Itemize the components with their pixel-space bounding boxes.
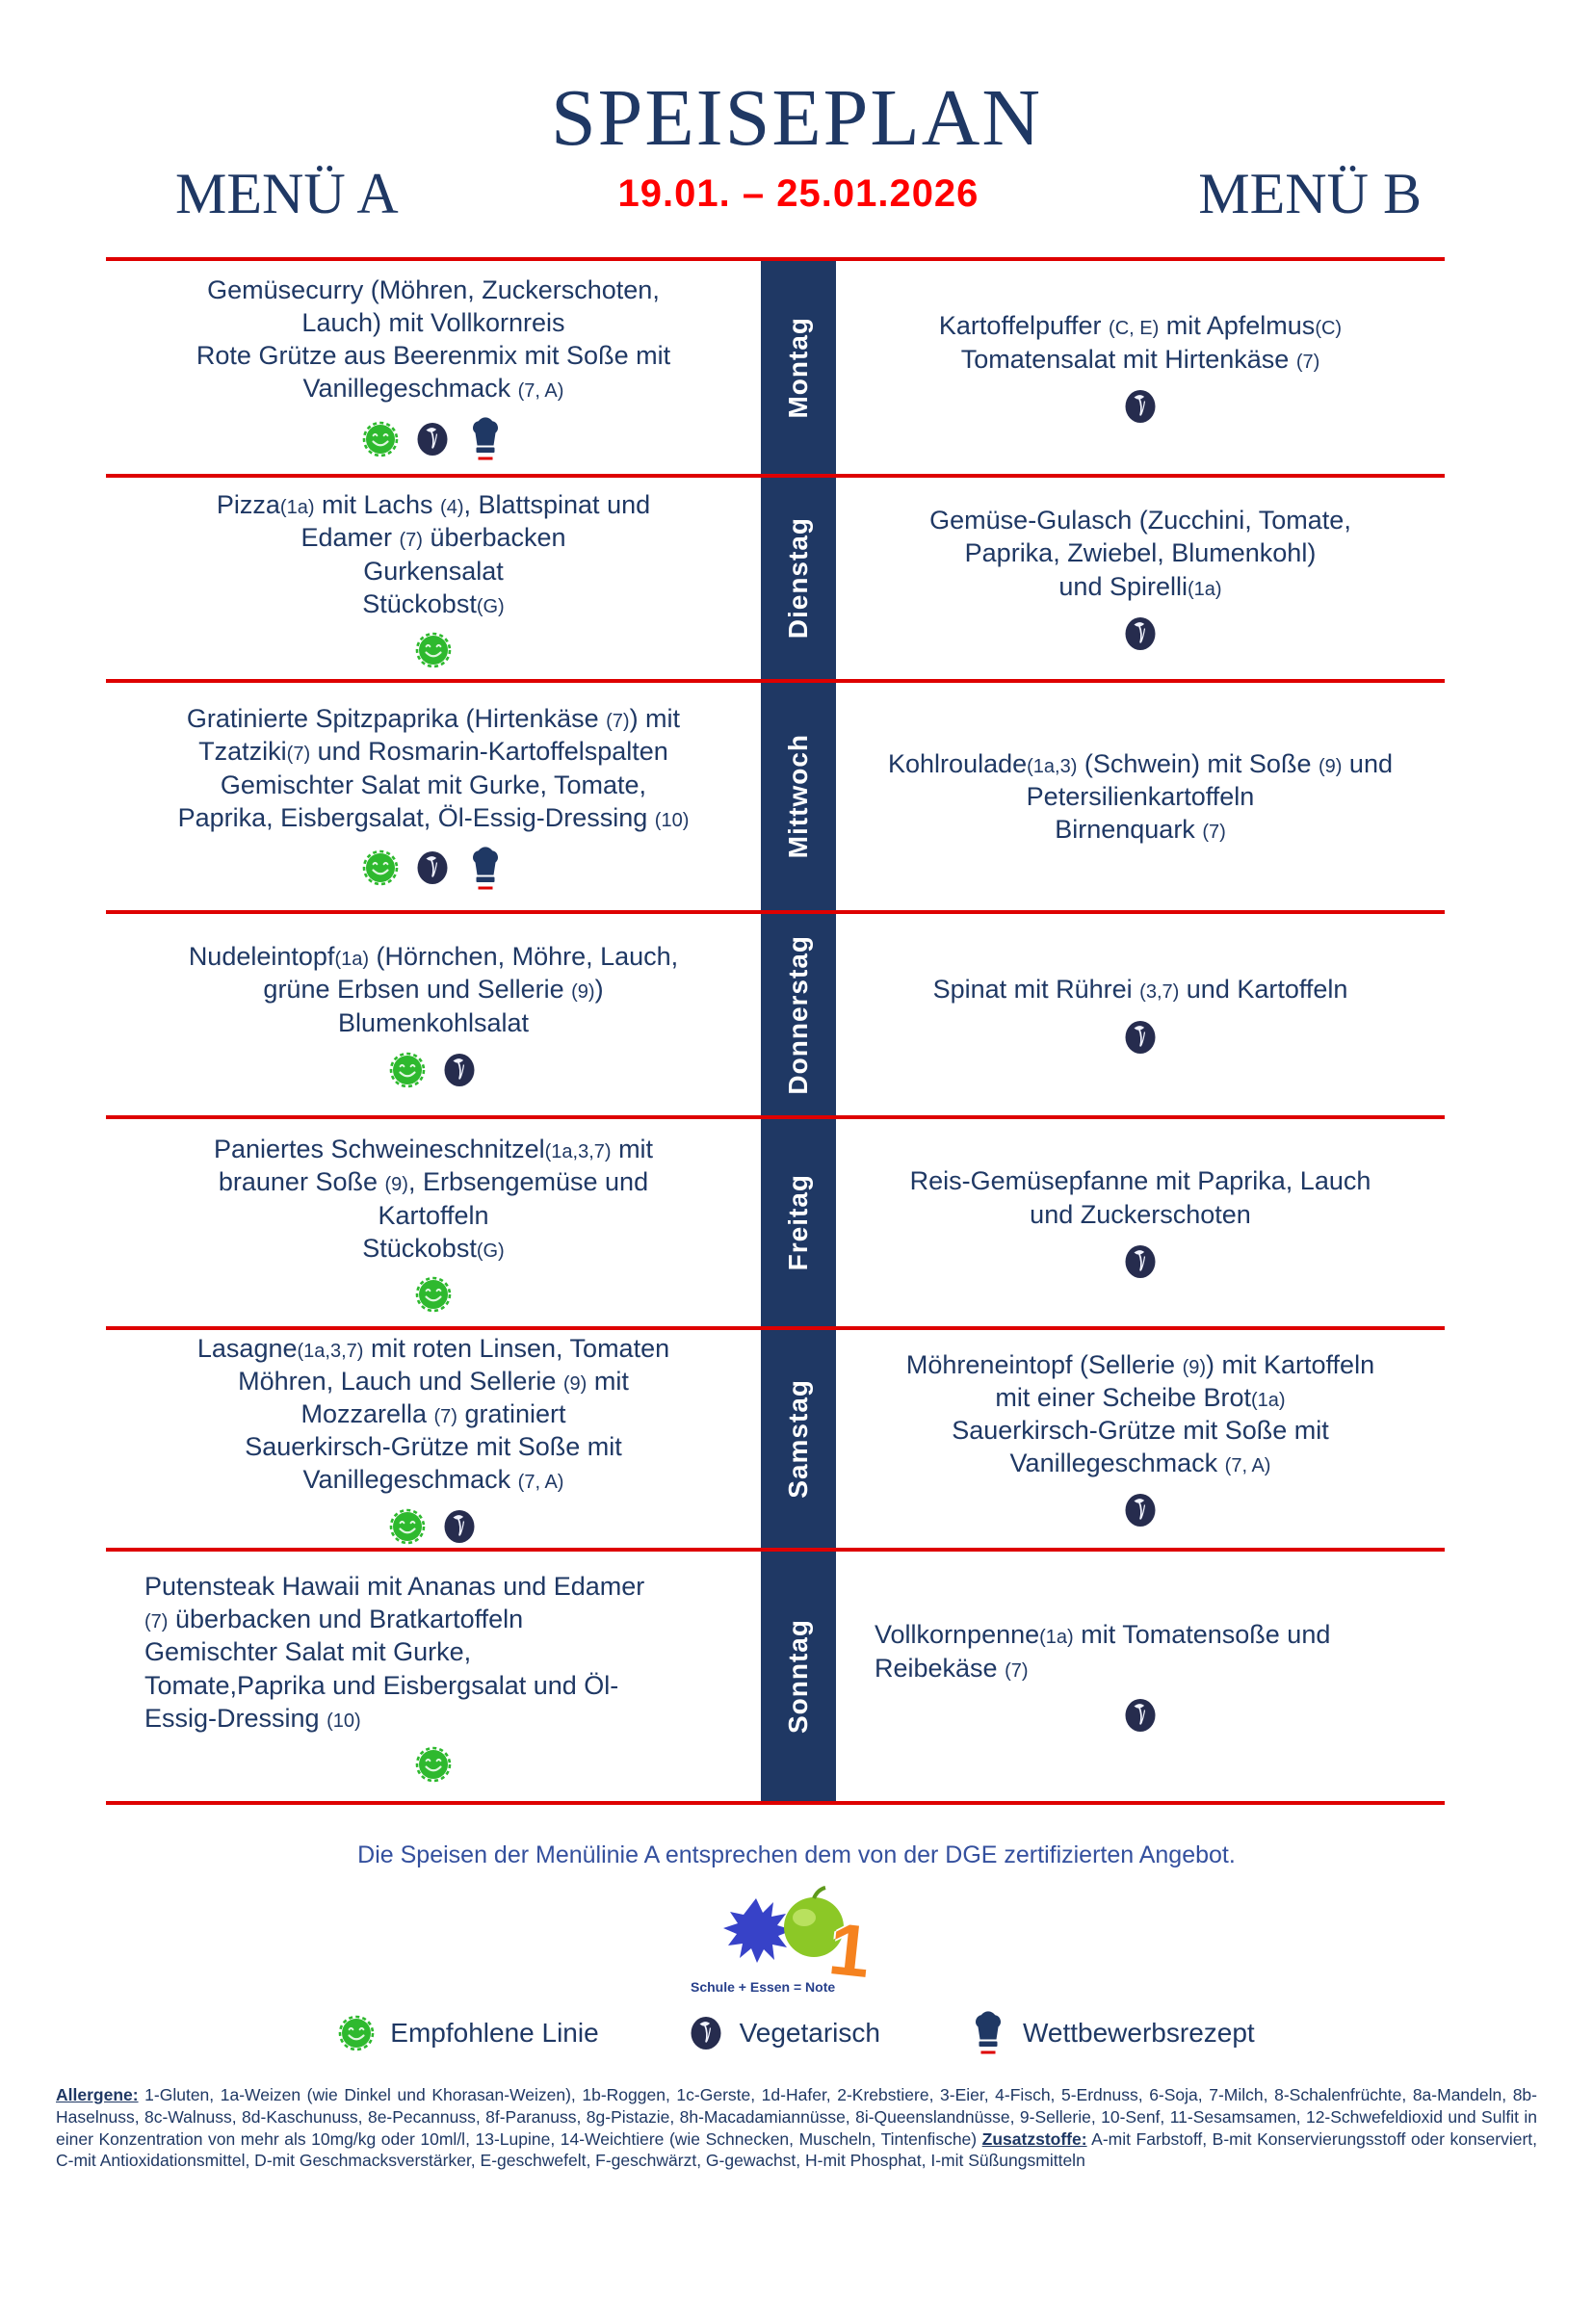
text-segment: Paprika, Eisbergsalat, Öl-Essig-Dressing [177,802,655,832]
menu-b-montag [836,261,1445,474]
text-segment: (9) [1318,755,1343,777]
text-segment: Möhreneintopf (Sellerie [905,1349,1183,1379]
menu-a-samstag-text [197,1332,669,1496]
day-label-dienstag: Dienstag [783,517,813,640]
menu-row-mittwoch [106,679,1445,910]
dish-line [217,521,650,554]
text-segment: (G) [476,595,505,617]
dish-line [197,1430,669,1463]
text-segment: (7) [1295,351,1320,373]
dish-line [910,1164,1371,1197]
dish-line [144,1669,722,1702]
dish-line [144,1702,722,1735]
dish-line [906,1447,1374,1479]
text-segment: Stückobst [362,1233,477,1263]
menu-b-dienstag-text [929,504,1351,602]
text-segment: Gurkensalat [363,556,504,586]
dish-line [189,1006,678,1039]
text-segment: Sauerkirsch-Grütze mit Soße mit [245,1432,622,1462]
text-segment: und Kartoffeln [1179,975,1348,1005]
text-segment: (9) [562,1372,588,1395]
text-segment: und Rosmarin-Kartoffelspalten [310,737,668,767]
menu-row-dienstag [106,474,1445,679]
dish-line [906,1348,1374,1381]
text-segment: Gemüsecurry (Möhren, Zuckerschoten, [207,274,660,304]
day-label-sonntag: Sonntag [783,1619,813,1734]
dish-line [214,1165,653,1198]
dish-line [875,1652,1406,1684]
menu-b-mittwoch-text [888,747,1393,846]
text-segment: Blumenkohlsalat [337,1007,530,1037]
text-segment: (9) [571,981,595,1004]
text-segment: Spinat mit Rührei [932,975,1140,1005]
day-label-montag: Montag [783,316,813,419]
text-segment: gratiniert [457,1399,566,1428]
text-segment: Reibekäse [875,1653,1005,1683]
day-label-samstag: Samstag [783,1379,813,1499]
dish-line [217,488,650,521]
dish-line [217,555,650,588]
menu-a-donnerstag [106,914,761,1115]
text-segment: ) [594,975,604,1005]
dish-line [189,940,678,973]
empfohlene-linie-icon [362,849,399,886]
menu-a-sonntag [106,1552,761,1801]
dish-icons [1122,1242,1159,1281]
menu-row-sonntag [106,1548,1445,1801]
dish-line [933,973,1348,1005]
day-cell-samstag [761,1330,836,1548]
text-segment: (10) [326,1710,361,1732]
day-cell-dienstag [761,478,836,679]
text-segment: mit roten Linsen, Tomaten [363,1333,670,1363]
text-segment: mit einer Scheibe Brot [995,1382,1252,1412]
text-segment: Putensteak Hawaii mit Ananas und Edamer [144,1572,645,1602]
menu-a-samstag [106,1330,761,1548]
speiseplan-page [0,71,1593,2172]
dish-line [196,306,670,339]
menu-a-freitag-text [214,1133,653,1264]
legend-label: Vegetarisch [739,2017,880,2048]
menu-table [106,257,1445,1805]
text-segment: brauner Soße [218,1167,385,1197]
text-segment: (1a) [1039,1627,1074,1649]
text-segment: (1a) [279,497,315,519]
empfohlene-linie-icon [415,632,452,668]
menu-b-freitag-text [910,1164,1371,1230]
dish-icons [362,416,505,461]
text-segment: Kartoffeln [378,1200,489,1230]
text-segment: (7) [433,1406,457,1427]
dish-icons [1122,1018,1159,1057]
menu-row-freitag [106,1115,1445,1326]
apple-stem [814,1888,825,1898]
text-segment: (1a) [334,949,370,971]
legend-item-wettbewerbsrezept [969,2010,1255,2055]
text-segment: ) mit [629,704,681,734]
page-title: SPEISEPLAN [550,73,1043,163]
dish-line [214,1199,653,1232]
menu-b-samstag [836,1330,1445,1548]
menu-b-sonntag-text [875,1618,1406,1684]
dish-line [888,747,1393,780]
text-segment: (1a) [1251,1389,1286,1411]
dish-line [196,274,670,306]
menu-row-montag [106,257,1445,474]
vegetarisch-icon [1122,1696,1159,1735]
text-segment: mit Tomatensoße und [1073,1620,1331,1650]
text-segment: Sauerkirsch-Grütze mit Soße mit [952,1416,1329,1445]
menu-a-dienstag [106,478,761,679]
menu-a-freitag [106,1119,761,1326]
menu-row-samstag [106,1326,1445,1548]
menu-a-montag-text [196,274,670,405]
allergens-label: Allergene: [56,2085,139,2104]
dish-line [178,769,690,801]
dish-line [197,1332,669,1365]
date-range: 19.01. – 25.01.2026 [617,171,979,215]
day-cell-freitag [761,1119,836,1326]
dish-line [197,1463,669,1496]
text-segment: Edamer [300,523,400,553]
text-segment: und [1342,748,1393,778]
menu-a-montag [106,261,761,474]
menu-b-donnerstag-text [933,973,1348,1005]
dish-icons [1122,614,1159,653]
menu-a-sonntag-text [144,1570,722,1734]
dish-line [939,309,1342,342]
menu-a-mittwoch-text [178,702,690,833]
menu-b-dienstag [836,478,1445,679]
text-segment: Paniertes Schweineschnitzel [213,1135,545,1164]
dish-line [197,1365,669,1397]
vegetarisch-icon [1122,1018,1159,1057]
menu-b-freitag [836,1119,1445,1326]
logo-caption: Schule + Essen = Note [691,1979,836,1995]
text-segment: (7, A) [517,380,564,403]
dish-line [929,504,1351,536]
text-segment: (G) [476,1240,505,1262]
text-segment: mit [611,1135,654,1164]
dish-line [939,343,1342,376]
text-segment: (1a,3,7) [544,1141,612,1163]
day-cell-montag [761,261,836,474]
text-segment: Vanillegeschmack [302,374,518,404]
empfohlene-linie-icon [415,1276,452,1313]
dish-line [214,1232,653,1265]
dish-line [906,1414,1374,1447]
wettbewerbsrezept-icon [466,416,505,461]
menu-b-heading: MENÜ B [1198,161,1422,225]
schule-essen-note-logo [681,1877,912,2000]
menu-b-montag-text [939,309,1342,375]
text-segment: Lauch) mit Vollkornreis [301,307,565,337]
vegetarisch-icon [414,849,451,887]
text-segment: (7) [399,530,423,552]
legend-label: Empfohlene Linie [390,2017,599,2048]
text-segment: (9) [1182,1356,1207,1378]
text-segment: Tzatziki [198,737,287,767]
text-segment: (9) [384,1174,408,1196]
text-segment: (7, A) [517,1472,564,1494]
text-segment: (7, A) [1224,1455,1271,1477]
vegetarisch-icon [1122,614,1159,653]
text-segment: (3,7) [1139,981,1180,1004]
vegetarisch-icon [688,2014,724,2052]
text-segment: (Schwein) mit Soße [1077,748,1319,778]
text-segment: mit Apfelmus [1159,311,1316,341]
allergen-footnote [56,2084,1537,2172]
vegetarisch-icon [441,1051,478,1089]
empfohlene-linie-icon [415,1746,452,1783]
vegetarisch-icon [1122,1491,1159,1529]
text-segment: Gratinierte Spitzpaprika (Hirtenkäse [186,704,607,734]
text-segment: (10) [654,809,690,831]
day-cell-mittwoch [761,683,836,910]
day-cell-donnerstag [761,914,836,1115]
text-segment: und Spirelli [1058,571,1188,601]
text-segment: (7) [1005,1659,1029,1682]
text-segment: , Erbsengemüse und [407,1167,649,1197]
menu-b-donnerstag [836,914,1445,1115]
empfohlene-linie-icon [362,421,399,457]
empfohlene-linie-icon [389,1508,426,1545]
text-segment: Rote Grütze aus Beerenmix mit Soße mit [196,341,671,370]
text-segment: (1a) [1187,578,1222,600]
text-segment: Tomate,Paprika und Eisbergsalat und Öl- [144,1670,619,1700]
text-segment: ) mit Kartoffeln [1206,1349,1375,1379]
text-segment: überbacken [422,523,566,553]
text-segment: Gemischter Salat mit Gurke, [144,1637,472,1667]
menu-a-heading: MENÜ A [175,161,399,225]
vegetarisch-icon [441,1507,478,1546]
text-segment: (C, E) [1109,318,1160,340]
dish-icons [389,1051,478,1089]
dish-line [197,1397,669,1430]
text-segment: Stückobst [362,588,477,618]
paint-splat-shape [723,1898,793,1963]
vegetarisch-icon [1122,387,1159,426]
logo-number-one: 1 [824,1908,875,1994]
text-segment: Paprika, Zwiebel, Blumenkohl) [964,538,1317,568]
dish-line [178,735,690,768]
dish-icons [415,1746,452,1783]
dish-line [144,1603,722,1635]
text-segment: (1a,3) [1027,755,1078,777]
text-segment: überbacken und Bratkartoffeln [168,1605,524,1634]
text-segment: (1a,3,7) [297,1340,364,1362]
text-segment: Gemüse-Gulasch (Zucchini, Tomate, [929,506,1351,535]
vegetarisch-icon [1122,1242,1159,1281]
menu-a-donnerstag-text [189,940,678,1038]
dish-line [189,973,678,1005]
empfohlene-linie-icon [389,1052,426,1088]
text-segment: (7) [1202,822,1226,843]
text-segment: Vanillegeschmack [302,1465,518,1495]
day-cell-sonntag [761,1552,836,1801]
text-segment: Kohlroulade [888,748,1028,778]
text-segment: Lasagne [196,1333,298,1363]
dish-line [144,1570,722,1603]
dge-note: Die Speisen der Menülinie A entsprechen dem von der DGE zertifizierten Angebot. [357,1841,1236,1868]
text-segment: (7) [606,711,630,733]
text-segment: Reis-Gemüsepfanne mit Paprika, Lauch [909,1166,1371,1196]
text-segment: (7) [286,744,311,766]
text-segment: Vollkornpenne [875,1620,1040,1650]
text-segment: Nudeleintopf [188,942,335,972]
text-segment: , Blattspinat und [463,490,651,520]
dish-line [217,588,650,620]
header-row [0,155,1593,232]
dish-line [196,339,670,372]
dish-icons [1122,1696,1159,1735]
dish-line [178,702,690,735]
dish-line [875,1618,1406,1651]
text-segment: (C) [1315,318,1343,340]
allergens-text: 1-Gluten, 1a-Weizen (wie Dinkel und Khorasan-Weizen), 1b-Roggen, 1c-Gerste, 1d-Hafer, 2-Krebstiere, 3-Eier, 4-Fisch, 5-Erdnuss, 6-Soja, 7-Milch, 8-Schalenfrüchte, 8a-Mandeln, 8b-Haselnuss, 8c-Walnuss, 8d-Kaschunuss, 8e-Pecannuss, 8f-Paranuss, 8g-Pistazie, 8h-Macadamiannüsse, 8i-Queenslandnüsse, 9-Sellerie, 10-Senf, 11-Sesamsamen, 12-Schwefeldioxid und Sulfit in einer Konzentration von mehr als 10mg/kg oder 10ml/l, 13-Lupine, 14-Weichtiere (wie Schnecken, Muscheln, Tintenfische) [56,2085,1537,2149]
wettbewerbsrezept-icon [969,2010,1007,2055]
dish-line [144,1635,722,1668]
menu-b-sonntag [836,1552,1445,1801]
dish-icons [362,846,505,891]
dish-icons [1122,387,1159,426]
text-segment: und Zuckerschoten [1030,1199,1251,1229]
day-label-mittwoch: Mittwoch [783,734,813,859]
text-segment: (4) [440,497,464,519]
empfohlene-linie-icon [338,2015,375,2051]
dish-line [929,536,1351,569]
menu-a-mittwoch [106,683,761,910]
vegetarisch-icon [414,420,451,458]
dish-line [906,1381,1374,1414]
additives-label: Zusatzstoffe: [981,2128,1087,2149]
text-segment: Kartoffelpuffer [938,311,1110,341]
icon-legend [0,2010,1593,2055]
menu-row-donnerstag [106,910,1445,1115]
dish-icons [415,1276,452,1313]
text-segment: mit [587,1366,629,1396]
menu-a-dienstag-text [217,488,650,619]
wettbewerbsrezept-icon [466,846,505,891]
dish-icons [389,1507,478,1546]
text-segment: mit Lachs [314,490,441,520]
dish-line [196,372,670,405]
dish-line [214,1133,653,1165]
dish-icons [1122,1491,1159,1529]
dish-line [888,780,1393,813]
dish-line [178,801,690,834]
legend-label: Wettbewerbsrezept [1022,2017,1255,2048]
text-segment: Vanillegeschmack [1009,1449,1225,1478]
text-segment: Gemischter Salat mit Gurke, Tomate, [220,770,647,799]
day-label-donnerstag: Donnerstag [783,934,813,1095]
legend-item-empfohlene-linie [338,2015,598,2051]
menu-b-mittwoch [836,683,1445,910]
apple-highlight [793,1909,816,1926]
text-segment: Petersilienkartoffeln [1026,781,1255,811]
additives-text: A-mit Farbstoff, B-mit Konservierungsstoff oder konserviert, C-mit Antioxidationsmittel, D-mit Geschmacksverstärker, E-geschwefelt, F-geschwärzt, G-gewachst, H-mit Phosphat, I-mit Süßungsmitteln [56,2128,1537,2171]
dish-line [929,570,1351,603]
day-label-freitag: Freitag [783,1174,813,1271]
dish-line [888,813,1393,846]
legend-item-vegetarisch [688,2014,880,2052]
text-segment: Möhren, Lauch und Sellerie [238,1366,563,1396]
text-segment: Mozzarella [300,1399,434,1428]
text-segment: (7) [144,1611,169,1633]
dish-line [910,1198,1371,1231]
text-segment: Birnenquark [1055,815,1203,844]
text-segment: Tomatensalat mit Hirtenkäse [960,344,1296,374]
text-segment: (Hörnchen, Möhre, Lauch, [369,942,679,972]
text-segment: Pizza [216,490,280,520]
text-segment: Essig-Dressing [144,1703,327,1733]
dish-icons [415,632,452,668]
menu-b-samstag-text [906,1348,1374,1479]
text-segment: grüne Erbsen und Sellerie [263,975,572,1005]
